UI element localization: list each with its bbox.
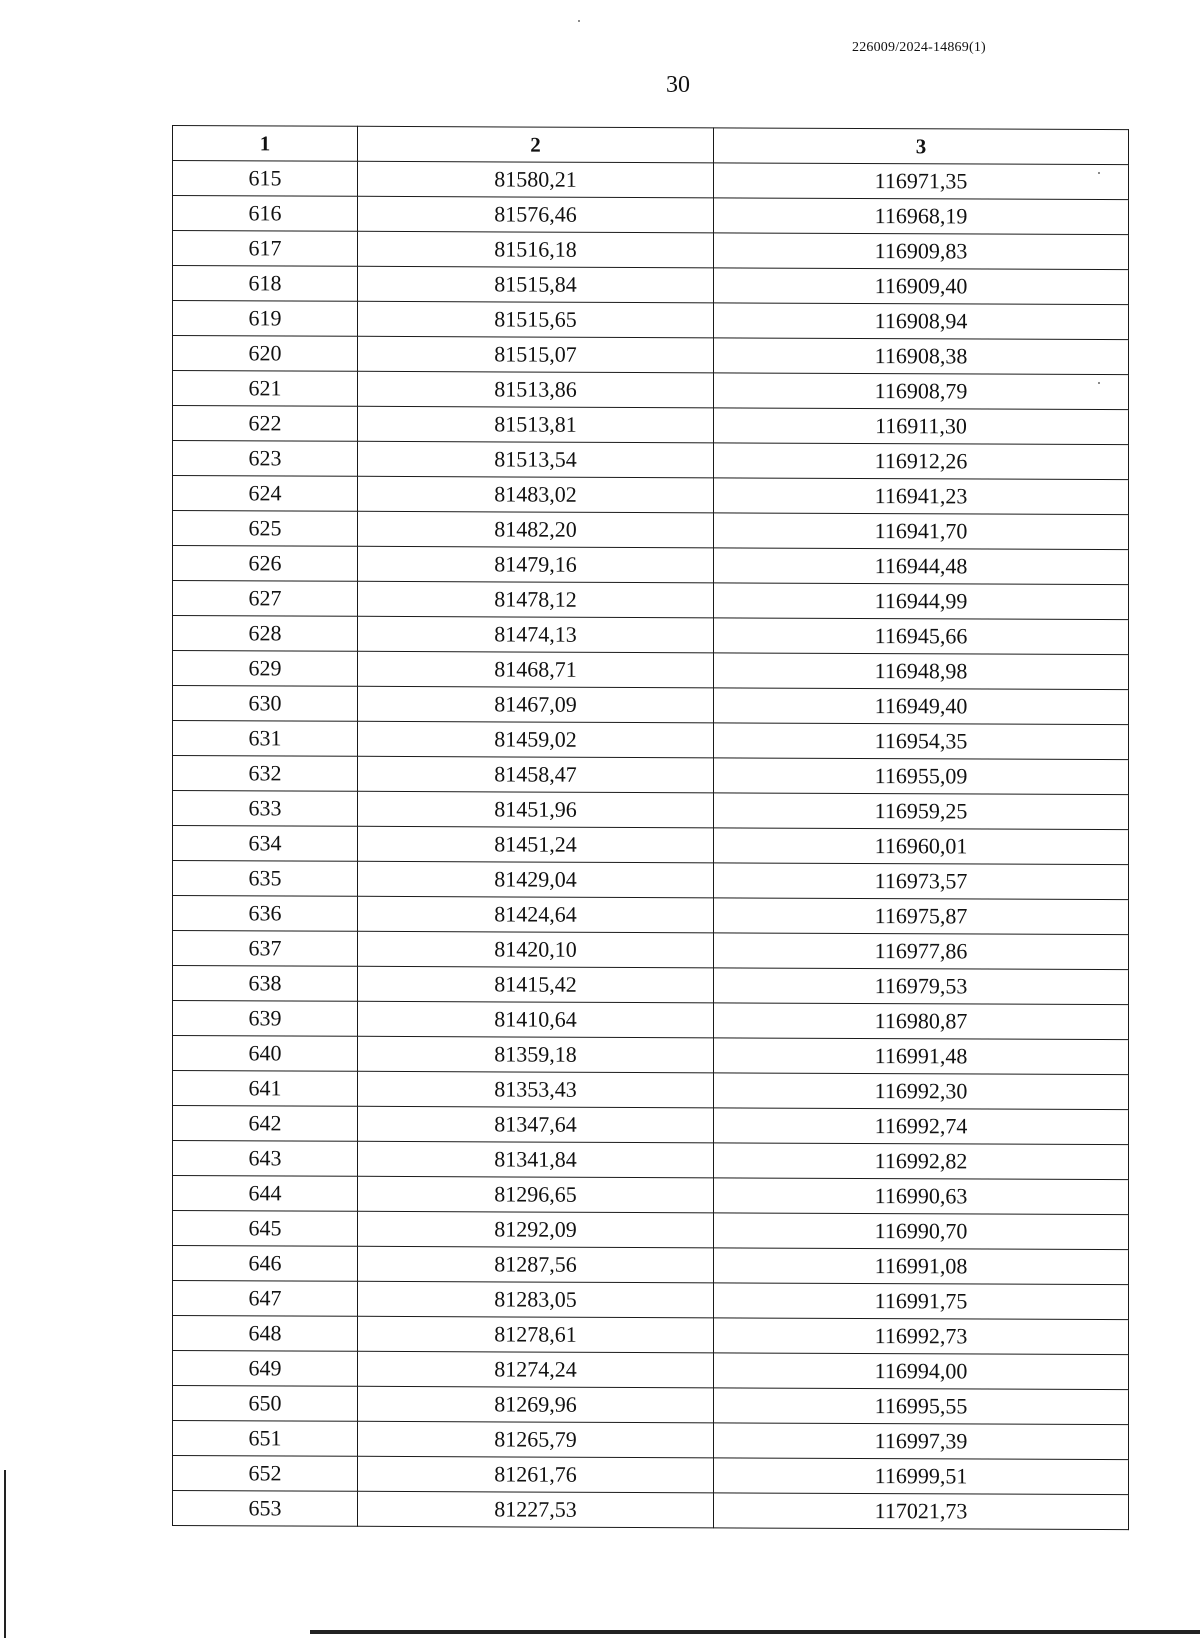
coordinate-y-cell: 116991,48 <box>714 1038 1129 1075</box>
coordinate-y-cell: 116954,35 <box>714 723 1129 760</box>
coordinate-y-cell: 116990,63 <box>714 1178 1129 1215</box>
table-row <box>173 1316 1129 1355</box>
coordinate-x-cell: 81513,81 <box>358 406 714 443</box>
column-header-1: 1 <box>173 126 358 162</box>
coordinate-x-cell: 81353,43 <box>358 1071 714 1108</box>
coordinate-x-cell: 81468,71 <box>358 651 714 688</box>
coordinate-x-cell: 81576,46 <box>358 196 714 233</box>
coordinate-x-cell: 81269,96 <box>358 1386 714 1423</box>
coordinate-y-cell: 116992,73 <box>714 1318 1129 1355</box>
coordinate-x-cell: 81429,04 <box>358 861 714 898</box>
coordinate-y-cell: 116945,66 <box>714 618 1129 655</box>
coordinate-y-cell: 116944,99 <box>714 583 1129 620</box>
point-number-cell: 649 <box>173 1351 358 1387</box>
coordinate-y-cell: 116980,87 <box>714 1003 1129 1040</box>
table-row <box>173 1351 1129 1390</box>
coordinate-x-cell: 81482,20 <box>358 511 714 548</box>
point-number-cell: 620 <box>173 336 358 372</box>
table-row <box>173 721 1129 760</box>
coordinate-x-cell: 81467,09 <box>358 686 714 723</box>
coordinate-x-cell: 81513,54 <box>358 441 714 478</box>
table-row <box>173 1421 1129 1460</box>
coordinate-y-cell: 116992,82 <box>714 1143 1129 1180</box>
point-number-cell: 617 <box>173 231 358 267</box>
coordinate-y-cell: 116941,70 <box>714 513 1129 550</box>
point-number-cell: 641 <box>173 1071 358 1107</box>
table-row <box>173 651 1129 690</box>
point-number-cell: 627 <box>173 581 358 617</box>
coordinate-y-cell: 116949,40 <box>714 688 1129 725</box>
coordinate-y-cell: 116971,35 <box>714 163 1129 200</box>
coordinate-y-cell: 116997,39 <box>714 1423 1129 1460</box>
coordinate-y-cell: 116909,40 <box>714 268 1129 305</box>
table-row <box>173 1281 1129 1320</box>
table-row <box>173 756 1129 795</box>
point-number-cell: 628 <box>173 616 358 652</box>
table-row <box>173 441 1129 480</box>
point-number-cell: 623 <box>173 441 358 477</box>
coordinate-x-cell: 81359,18 <box>358 1036 714 1073</box>
table-row <box>173 1211 1129 1250</box>
point-number-cell: 630 <box>173 686 358 722</box>
table-row <box>173 1456 1129 1495</box>
table-row <box>173 581 1129 620</box>
coordinate-y-cell: 116979,53 <box>714 968 1129 1005</box>
point-number-cell: 621 <box>173 371 358 407</box>
table-row <box>173 1386 1129 1425</box>
point-number-cell: 648 <box>173 1316 358 1352</box>
point-number-cell: 644 <box>173 1176 358 1212</box>
coordinate-x-cell: 81459,02 <box>358 721 714 758</box>
table-row <box>173 1491 1129 1530</box>
point-number-cell: 640 <box>173 1036 358 1072</box>
point-number-cell: 637 <box>173 931 358 967</box>
point-number-cell: 646 <box>173 1246 358 1282</box>
coordinate-x-cell: 81278,61 <box>358 1316 714 1353</box>
table-row <box>173 476 1129 515</box>
point-number-cell: 636 <box>173 896 358 932</box>
coordinate-y-cell: 116973,57 <box>714 863 1129 900</box>
coordinate-x-cell: 81424,64 <box>358 896 714 933</box>
point-number-cell: 645 <box>173 1211 358 1247</box>
point-number-cell: 618 <box>173 266 358 302</box>
point-number-cell: 651 <box>173 1421 358 1457</box>
coordinate-y-cell: 116941,23 <box>714 478 1129 515</box>
coordinate-x-cell: 81513,86 <box>358 371 714 408</box>
point-number-cell: 643 <box>173 1141 358 1177</box>
table-row <box>173 406 1129 445</box>
table-body <box>173 161 1129 1530</box>
coordinate-x-cell: 81296,65 <box>358 1176 714 1213</box>
table-row <box>173 1036 1129 1075</box>
point-number-cell: 624 <box>173 476 358 512</box>
coordinate-y-cell: 116960,01 <box>714 828 1129 865</box>
coordinate-x-cell: 81265,79 <box>358 1421 714 1458</box>
coordinate-x-cell: 81410,64 <box>358 1001 714 1038</box>
coordinate-x-cell: 81287,56 <box>358 1246 714 1283</box>
coordinate-y-cell: 116994,00 <box>714 1353 1129 1390</box>
coordinate-x-cell: 81483,02 <box>358 476 714 513</box>
point-number-cell: 642 <box>173 1106 358 1142</box>
point-number-cell: 638 <box>173 966 358 1002</box>
coordinate-y-cell: 116977,86 <box>714 933 1129 970</box>
scan-speck <box>578 20 580 22</box>
scan-edge-line <box>4 1470 6 1638</box>
coordinate-y-cell: 116944,48 <box>714 548 1129 585</box>
coordinate-y-cell: 116959,25 <box>714 793 1129 830</box>
coordinate-x-cell: 81261,76 <box>358 1456 714 1493</box>
coordinate-x-cell: 81292,09 <box>358 1211 714 1248</box>
coordinate-y-cell: 116948,98 <box>714 653 1129 690</box>
coordinate-y-cell: 116992,30 <box>714 1073 1129 1110</box>
coordinates-table <box>172 125 1129 1530</box>
coordinate-y-cell: 116912,26 <box>714 443 1129 480</box>
column-header-3: 3 <box>714 128 1129 165</box>
coordinate-y-cell: 116909,83 <box>714 233 1129 270</box>
coordinate-x-cell: 81274,24 <box>358 1351 714 1388</box>
coordinate-x-cell: 81478,12 <box>358 581 714 618</box>
scan-edge-line <box>310 1630 1200 1634</box>
coordinates-table-container <box>172 125 1128 1530</box>
table-row <box>173 616 1129 655</box>
table-row <box>173 336 1129 375</box>
point-number-cell: 629 <box>173 651 358 687</box>
coordinate-x-cell: 81479,16 <box>358 546 714 583</box>
coordinate-y-cell: 116968,19 <box>714 198 1129 235</box>
coordinate-y-cell: 116908,94 <box>714 303 1129 340</box>
table-row <box>173 1176 1129 1215</box>
coordinate-x-cell: 81515,65 <box>358 301 714 338</box>
table-row <box>173 231 1129 270</box>
point-number-cell: 632 <box>173 756 358 792</box>
coordinate-y-cell: 116991,08 <box>714 1248 1129 1285</box>
point-number-cell: 631 <box>173 721 358 757</box>
point-number-cell: 626 <box>173 546 358 582</box>
point-number-cell: 634 <box>173 826 358 862</box>
document-id: 226009/2024-14869(1) <box>852 40 986 55</box>
coordinate-y-cell: 116991,75 <box>714 1283 1129 1320</box>
coordinate-y-cell: 116992,74 <box>714 1108 1129 1145</box>
table-row <box>173 791 1129 830</box>
table-row <box>173 826 1129 865</box>
point-number-cell: 615 <box>173 161 358 197</box>
table-row <box>173 1001 1129 1040</box>
coordinate-y-cell: 116999,51 <box>714 1458 1129 1495</box>
table-row <box>173 196 1129 235</box>
table-row <box>173 966 1129 1005</box>
table-header-row <box>173 126 1129 165</box>
point-number-cell: 616 <box>173 196 358 232</box>
coordinate-x-cell: 81283,05 <box>358 1281 714 1318</box>
coordinate-y-cell: 116911,30 <box>714 408 1129 445</box>
coordinate-y-cell: 116908,38 <box>714 338 1129 375</box>
page-number: 30 <box>666 72 690 98</box>
table-row <box>173 301 1129 340</box>
coordinate-y-cell: 116908,79 <box>714 373 1129 410</box>
table-row <box>173 1071 1129 1110</box>
table-row <box>173 546 1129 585</box>
coordinate-y-cell: 117021,73 <box>714 1493 1129 1530</box>
point-number-cell: 622 <box>173 406 358 442</box>
coordinate-x-cell: 81451,96 <box>358 791 714 828</box>
coordinate-x-cell: 81451,24 <box>358 826 714 863</box>
coordinate-x-cell: 81474,13 <box>358 616 714 653</box>
coordinate-y-cell: 116990,70 <box>714 1213 1129 1250</box>
point-number-cell: 652 <box>173 1456 358 1492</box>
coordinate-x-cell: 81516,18 <box>358 231 714 268</box>
point-number-cell: 625 <box>173 511 358 547</box>
point-number-cell: 635 <box>173 861 358 897</box>
table-row <box>173 1141 1129 1180</box>
table-row <box>173 371 1129 410</box>
coordinate-x-cell: 81515,07 <box>358 336 714 373</box>
column-header-2: 2 <box>358 126 714 163</box>
table-row <box>173 266 1129 305</box>
point-number-cell: 619 <box>173 301 358 337</box>
scan-speck <box>1098 382 1100 384</box>
coordinate-x-cell: 81347,64 <box>358 1106 714 1143</box>
table-row <box>173 896 1129 935</box>
table-row <box>173 161 1129 200</box>
table-row <box>173 1246 1129 1285</box>
coordinate-y-cell: 116955,09 <box>714 758 1129 795</box>
table-row <box>173 1106 1129 1145</box>
coordinate-x-cell: 81341,84 <box>358 1141 714 1178</box>
coordinate-x-cell: 81420,10 <box>358 931 714 968</box>
point-number-cell: 639 <box>173 1001 358 1037</box>
scan-speck <box>1098 172 1100 174</box>
table-row <box>173 861 1129 900</box>
coordinate-x-cell: 81415,42 <box>358 966 714 1003</box>
point-number-cell: 650 <box>173 1386 358 1422</box>
coordinate-x-cell: 81458,47 <box>358 756 714 793</box>
coordinate-x-cell: 81227,53 <box>358 1491 714 1528</box>
coordinate-y-cell: 116975,87 <box>714 898 1129 935</box>
table-row <box>173 511 1129 550</box>
table-row <box>173 931 1129 970</box>
point-number-cell: 653 <box>173 1491 358 1527</box>
point-number-cell: 647 <box>173 1281 358 1317</box>
coordinate-x-cell: 81515,84 <box>358 266 714 303</box>
point-number-cell: 633 <box>173 791 358 827</box>
coordinate-y-cell: 116995,55 <box>714 1388 1129 1425</box>
table-row <box>173 686 1129 725</box>
coordinate-x-cell: 81580,21 <box>358 161 714 198</box>
